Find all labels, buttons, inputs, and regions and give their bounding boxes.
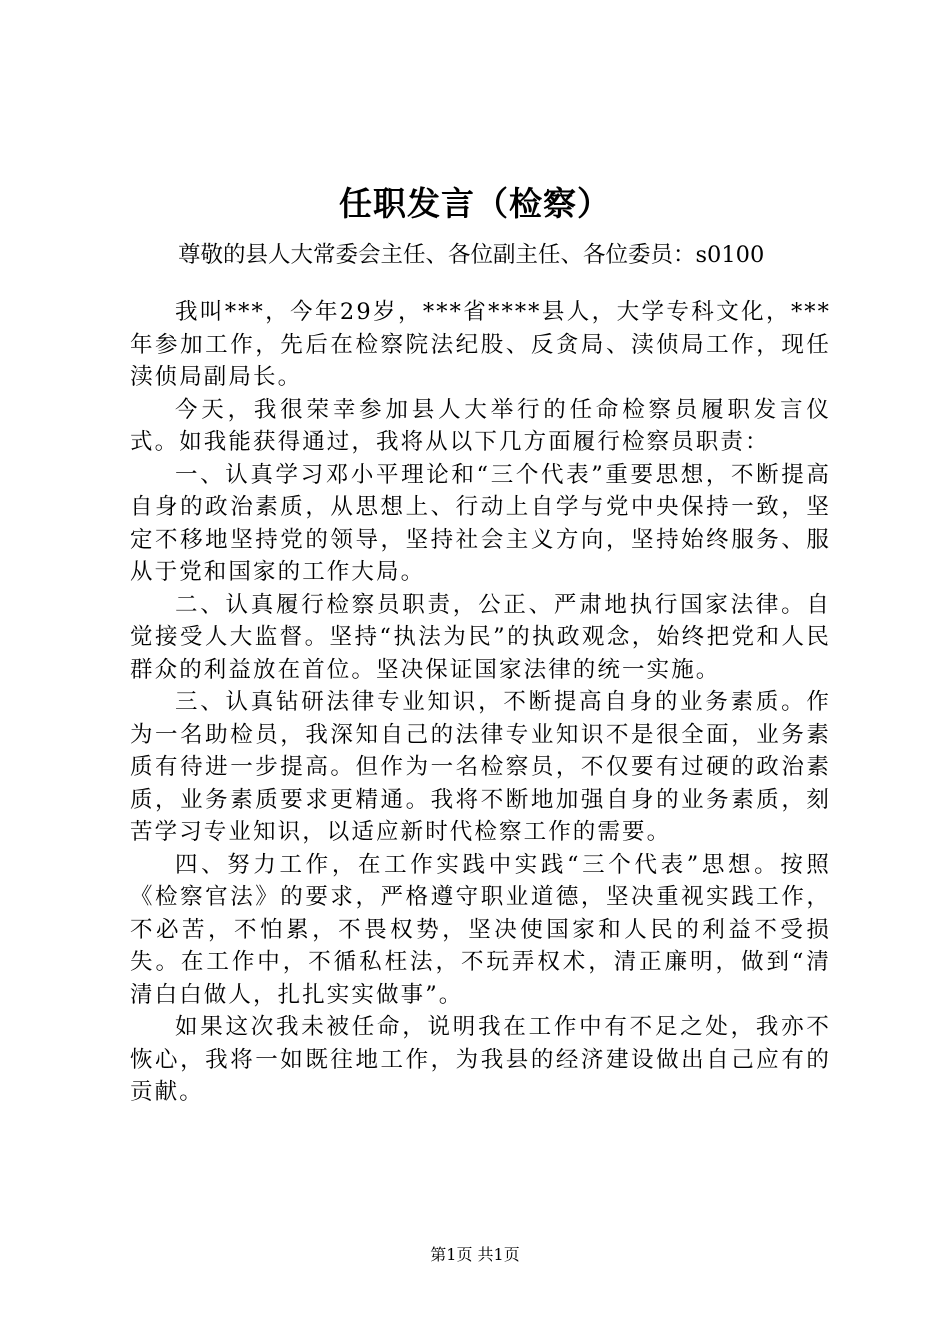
document-title: 任职发言（检察） — [339, 184, 611, 223]
salutation: 尊敬的县人大常委会主任、各位副主任、各位委员：s0100 — [178, 242, 765, 268]
paragraph-closing: 如果这次我未被任命，说明我在工作中有不足之处，我亦不恢心，我将一如既往地工作，为我县的经济建设做出自己应有的贡献。 — [130, 1014, 831, 1105]
paragraph-point-2: 二、认真履行检察员职责，公正、严肃地执行国家法律。自觉接受人大监督。坚持“执法为民”的执政观念，始终把党和人民群众的利益放在首位。坚决保证国家法律的统一实施。 — [130, 591, 831, 683]
paragraph-intro: 我叫***，今年29岁，***省****县人，大学专科文化，***年参加工作，先后在检察院法纪股、反贪局、渎侦局工作，现任渎侦局副局长。 — [130, 299, 831, 390]
paragraph-point-3: 三、认真钻研法律专业知识，不断提高自身的业务素质。作为一名助检员，我深知自己的法律专业知识不是很全面，业务素质有待进一步提高。但作为一名检察员，不仅要有过硬的政治素质，业务素质要求更精通。我将不断地加强自身的业务素质，刻苦学习专业知识，以适应新时代检察工作的需要。 — [130, 689, 831, 845]
paragraph-point-1: 一、认真学习邓小平理论和“三个代表”重要思想，不断提高自身的政治素质，从思想上、行动上自学与党中央保持一致，坚定不移地坚持党的领导，坚持社会主义方向，坚持始终服务、服从于党和国家的工作大局。 — [130, 461, 831, 585]
paragraph-point-4: 四、努力工作，在工作实践中实践“三个代表”思想。按照《检察官法》的要求，严格遵守职业道德，坚决重视实践工作，不必苦，不怕累，不畏权势，坚决使国家和人民的利益不受损失。在工作中，不循私枉法，不玩弄权术，清正廉明，做到“清清白白做人，扎扎实实做事”。 — [130, 851, 831, 1008]
paragraph-ceremony: 今天，我很荣幸参加县人大举行的任命检察员履职发言仪式。如我能获得通过，我将从以下几方面履行检察员职责： — [130, 396, 831, 455]
document-body — [130, 296, 831, 1109]
page-footer: 第1页 共1页 — [430, 1245, 520, 1264]
